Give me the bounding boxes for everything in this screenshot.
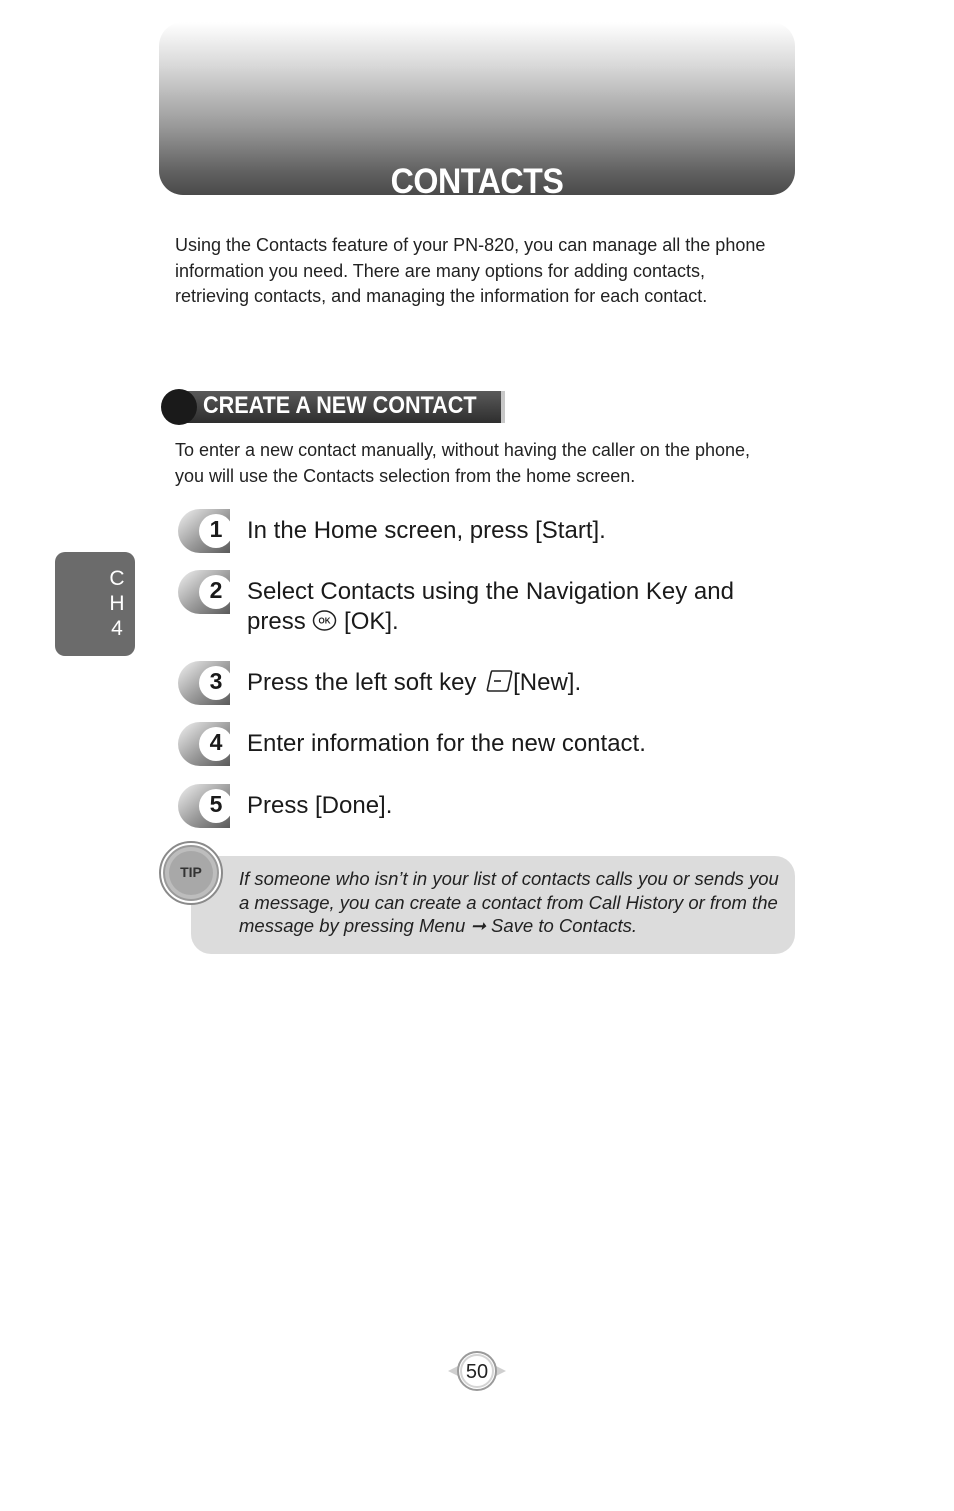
- page-title: CONTACTS: [390, 162, 564, 201]
- section-title: CREATE A NEW CONTACT: [203, 392, 477, 419]
- chapter-tab: [55, 552, 135, 656]
- intro-paragraph: Using the Contacts feature of your PN-820, you can manage all the phone information you need. There are many options for adding contacts, retrieving contacts, and managing the information for each contact.: [175, 235, 766, 306]
- step-badge-icon: [176, 569, 234, 615]
- tip-label: TIP: [180, 864, 202, 880]
- chapter-label: [107, 566, 127, 641]
- page-number-badge: [446, 1350, 508, 1392]
- step-badge-icon: [176, 660, 234, 706]
- step-badge-icon: [176, 721, 234, 767]
- step-text-before: Select Contacts using the Navigation Key and press: [247, 578, 734, 635]
- chapter-letter: C: [109, 567, 125, 590]
- svg-text:OK: OK: [318, 616, 331, 626]
- step-number: 2: [209, 577, 223, 603]
- step-text: [247, 577, 777, 637]
- section-header: [161, 389, 506, 425]
- step-number: 5: [209, 791, 223, 817]
- step-number: 3: [209, 668, 223, 694]
- tip-badge: [158, 840, 224, 906]
- header-banner: [159, 22, 795, 201]
- chapter-letter: 4: [111, 617, 123, 640]
- step-text: [247, 668, 777, 698]
- step-text-after: [OK].: [344, 608, 399, 635]
- chapter-letter: H: [109, 592, 125, 615]
- step-number: 4: [209, 729, 223, 755]
- ok-key-icon: [312, 610, 337, 631]
- step-text-after: [New].: [513, 669, 582, 696]
- section-intro: To enter a new contact manually, without having the caller on the phone, you will use the Contacts selection from the home screen.: [175, 440, 751, 486]
- left-soft-key-icon: [486, 669, 513, 693]
- step-badge-icon: [176, 783, 234, 829]
- section-bullet-icon: [161, 389, 197, 425]
- page-number: 50: [465, 1361, 489, 1383]
- step-text: Press [Done].: [247, 792, 393, 819]
- step-text: Enter information for the new contact.: [247, 730, 646, 757]
- step-text-before: Press the left soft key: [247, 669, 477, 696]
- step-number: 1: [209, 516, 223, 542]
- step-text: In the Home screen, press [Start].: [247, 517, 606, 544]
- step-badge-icon: [176, 508, 234, 554]
- tip-text: If someone who isn’t in your list of contacts calls you or sends you a message, you can create a contact from Call History or from the message by pressing Menu ➞ Save to Contacts.: [239, 868, 779, 936]
